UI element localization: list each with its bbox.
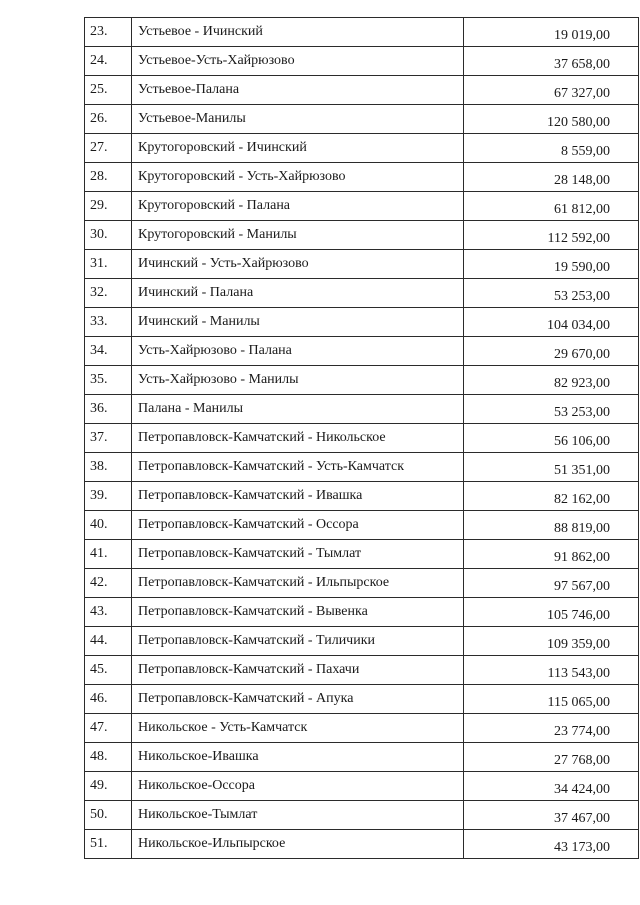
row-number-cell: 39.: [85, 482, 132, 511]
row-number-cell: 23.: [85, 18, 132, 47]
table-row: [85, 47, 639, 76]
price-value: 112 592,00: [547, 231, 610, 246]
price-value: 120 580,00: [547, 115, 610, 130]
price-value: 37 467,00: [554, 811, 610, 826]
table-row: [85, 395, 639, 424]
price-cell: [464, 482, 639, 511]
row-number-cell: 32.: [85, 279, 132, 308]
price-value: 27 768,00: [554, 753, 610, 768]
price-cell: [464, 308, 639, 337]
price-value: 34 424,00: [554, 782, 610, 797]
price-value: 88 819,00: [554, 521, 610, 536]
route-cell: Ичинский - Усть-Хайрюзово: [132, 250, 464, 279]
price-value: 82 923,00: [554, 376, 610, 391]
row-number-cell: 41.: [85, 540, 132, 569]
route-cell: Никольское-Тымлат: [132, 801, 464, 830]
table-row: [85, 540, 639, 569]
price-cell: [464, 192, 639, 221]
row-number-cell: 35.: [85, 366, 132, 395]
route-cell: Никольское-Ильпырское: [132, 830, 464, 859]
row-number-cell: 27.: [85, 134, 132, 163]
fare-table: [84, 17, 639, 859]
route-cell: Устьевое-Усть-Хайрюзово: [132, 47, 464, 76]
route-cell: Усть-Хайрюзово - Палана: [132, 337, 464, 366]
row-number-cell: 28.: [85, 163, 132, 192]
table-row: [85, 76, 639, 105]
table-row: [85, 511, 639, 540]
row-number-cell: 37.: [85, 424, 132, 453]
route-cell: Усть-Хайрюзово - Манилы: [132, 366, 464, 395]
price-cell: [464, 221, 639, 250]
price-cell: [464, 47, 639, 76]
route-cell: Крутогоровский - Ичинский: [132, 134, 464, 163]
row-number-cell: 29.: [85, 192, 132, 221]
route-cell: Петропавловск-Камчатский - Ивашка: [132, 482, 464, 511]
price-cell: [464, 685, 639, 714]
price-cell: [464, 627, 639, 656]
route-cell: Устьевое-Манилы: [132, 105, 464, 134]
route-cell: Петропавловск-Камчатский - Тымлат: [132, 540, 464, 569]
route-cell: Крутогоровский - Манилы: [132, 221, 464, 250]
row-number-cell: 36.: [85, 395, 132, 424]
price-value: 23 774,00: [554, 724, 610, 739]
table-row: [85, 598, 639, 627]
route-cell: Петропавловск-Камчатский - Апука: [132, 685, 464, 714]
route-cell: Никольское-Оссора: [132, 772, 464, 801]
table-row: [85, 221, 639, 250]
price-value: 19 019,00: [554, 28, 610, 43]
row-number-cell: 31.: [85, 250, 132, 279]
price-cell: [464, 134, 639, 163]
price-value: 43 173,00: [554, 840, 610, 855]
price-cell: [464, 105, 639, 134]
price-value: 19 590,00: [554, 260, 610, 275]
price-cell: [464, 743, 639, 772]
price-value: 56 106,00: [554, 434, 610, 449]
row-number-cell: 47.: [85, 714, 132, 743]
price-cell: [464, 569, 639, 598]
route-cell: Палана - Манилы: [132, 395, 464, 424]
table-row: [85, 18, 639, 47]
table-row: [85, 308, 639, 337]
price-cell: [464, 511, 639, 540]
price-value: 53 253,00: [554, 289, 610, 304]
price-cell: [464, 279, 639, 308]
price-cell: [464, 714, 639, 743]
row-number-cell: 38.: [85, 453, 132, 482]
table-row: [85, 685, 639, 714]
price-value: 37 658,00: [554, 57, 610, 72]
price-cell: [464, 76, 639, 105]
table-row: [85, 801, 639, 830]
route-cell: Ичинский - Манилы: [132, 308, 464, 337]
table-row: [85, 482, 639, 511]
fare-table-body: [85, 18, 639, 859]
price-cell: [464, 424, 639, 453]
price-value: 97 567,00: [554, 579, 610, 594]
route-cell: Ичинский - Палана: [132, 279, 464, 308]
route-cell: Петропавловск-Камчатский - Оссора: [132, 511, 464, 540]
price-cell: [464, 801, 639, 830]
table-row: [85, 424, 639, 453]
price-cell: [464, 830, 639, 859]
table-row: [85, 743, 639, 772]
price-cell: [464, 598, 639, 627]
row-number-cell: 33.: [85, 308, 132, 337]
route-cell: Петропавловск-Камчатский - Пахачи: [132, 656, 464, 685]
row-number-cell: 43.: [85, 598, 132, 627]
row-number-cell: 30.: [85, 221, 132, 250]
table-row: [85, 337, 639, 366]
table-row: [85, 366, 639, 395]
row-number-cell: 45.: [85, 656, 132, 685]
price-value: 51 351,00: [554, 463, 610, 478]
route-cell: Никольское-Ивашка: [132, 743, 464, 772]
price-value: 91 862,00: [554, 550, 610, 565]
row-number-cell: 44.: [85, 627, 132, 656]
row-number-cell: 40.: [85, 511, 132, 540]
price-value: 105 746,00: [547, 608, 610, 623]
route-cell: Петропавловск-Камчатский - Ильпырское: [132, 569, 464, 598]
table-row: [85, 772, 639, 801]
row-number-cell: 46.: [85, 685, 132, 714]
price-value: 109 359,00: [547, 637, 610, 652]
table-row: [85, 569, 639, 598]
row-number-cell: 48.: [85, 743, 132, 772]
table-row: [85, 714, 639, 743]
table-row: [85, 830, 639, 859]
table-row: [85, 105, 639, 134]
row-number-cell: 50.: [85, 801, 132, 830]
price-cell: [464, 656, 639, 685]
price-cell: [464, 250, 639, 279]
route-cell: Петропавловск-Камчатский - Никольское: [132, 424, 464, 453]
price-value: 113 543,00: [547, 666, 610, 681]
price-value: 8 559,00: [561, 144, 610, 159]
price-value: 115 065,00: [547, 695, 610, 710]
table-row: [85, 453, 639, 482]
price-value: 67 327,00: [554, 86, 610, 101]
price-value: 28 148,00: [554, 173, 610, 188]
price-cell: [464, 163, 639, 192]
route-cell: Устьевое - Ичинский: [132, 18, 464, 47]
price-value: 104 034,00: [547, 318, 610, 333]
price-value: 61 812,00: [554, 202, 610, 217]
price-cell: [464, 453, 639, 482]
price-cell: [464, 337, 639, 366]
route-cell: Петропавловск-Камчатский - Тиличики: [132, 627, 464, 656]
price-cell: [464, 366, 639, 395]
route-cell: Крутогоровский - Усть-Хайрюзово: [132, 163, 464, 192]
price-value: 29 670,00: [554, 347, 610, 362]
price-cell: [464, 18, 639, 47]
table-row: [85, 192, 639, 221]
price-cell: [464, 540, 639, 569]
table-row: [85, 250, 639, 279]
row-number-cell: 49.: [85, 772, 132, 801]
route-cell: Никольское - Усть-Камчатск: [132, 714, 464, 743]
table-row: [85, 656, 639, 685]
table-row: [85, 163, 639, 192]
row-number-cell: 42.: [85, 569, 132, 598]
price-value: 53 253,00: [554, 405, 610, 420]
table-row: [85, 134, 639, 163]
price-value: 82 162,00: [554, 492, 610, 507]
row-number-cell: 34.: [85, 337, 132, 366]
row-number-cell: 24.: [85, 47, 132, 76]
price-cell: [464, 395, 639, 424]
route-cell: Устьевое-Палана: [132, 76, 464, 105]
route-cell: Петропавловск-Камчатский - Усть-Камчатск: [132, 453, 464, 482]
table-row: [85, 279, 639, 308]
route-cell: Петропавловск-Камчатский - Вывенка: [132, 598, 464, 627]
route-cell: Крутогоровский - Палана: [132, 192, 464, 221]
row-number-cell: 26.: [85, 105, 132, 134]
table-row: [85, 627, 639, 656]
row-number-cell: 51.: [85, 830, 132, 859]
row-number-cell: 25.: [85, 76, 132, 105]
price-cell: [464, 772, 639, 801]
